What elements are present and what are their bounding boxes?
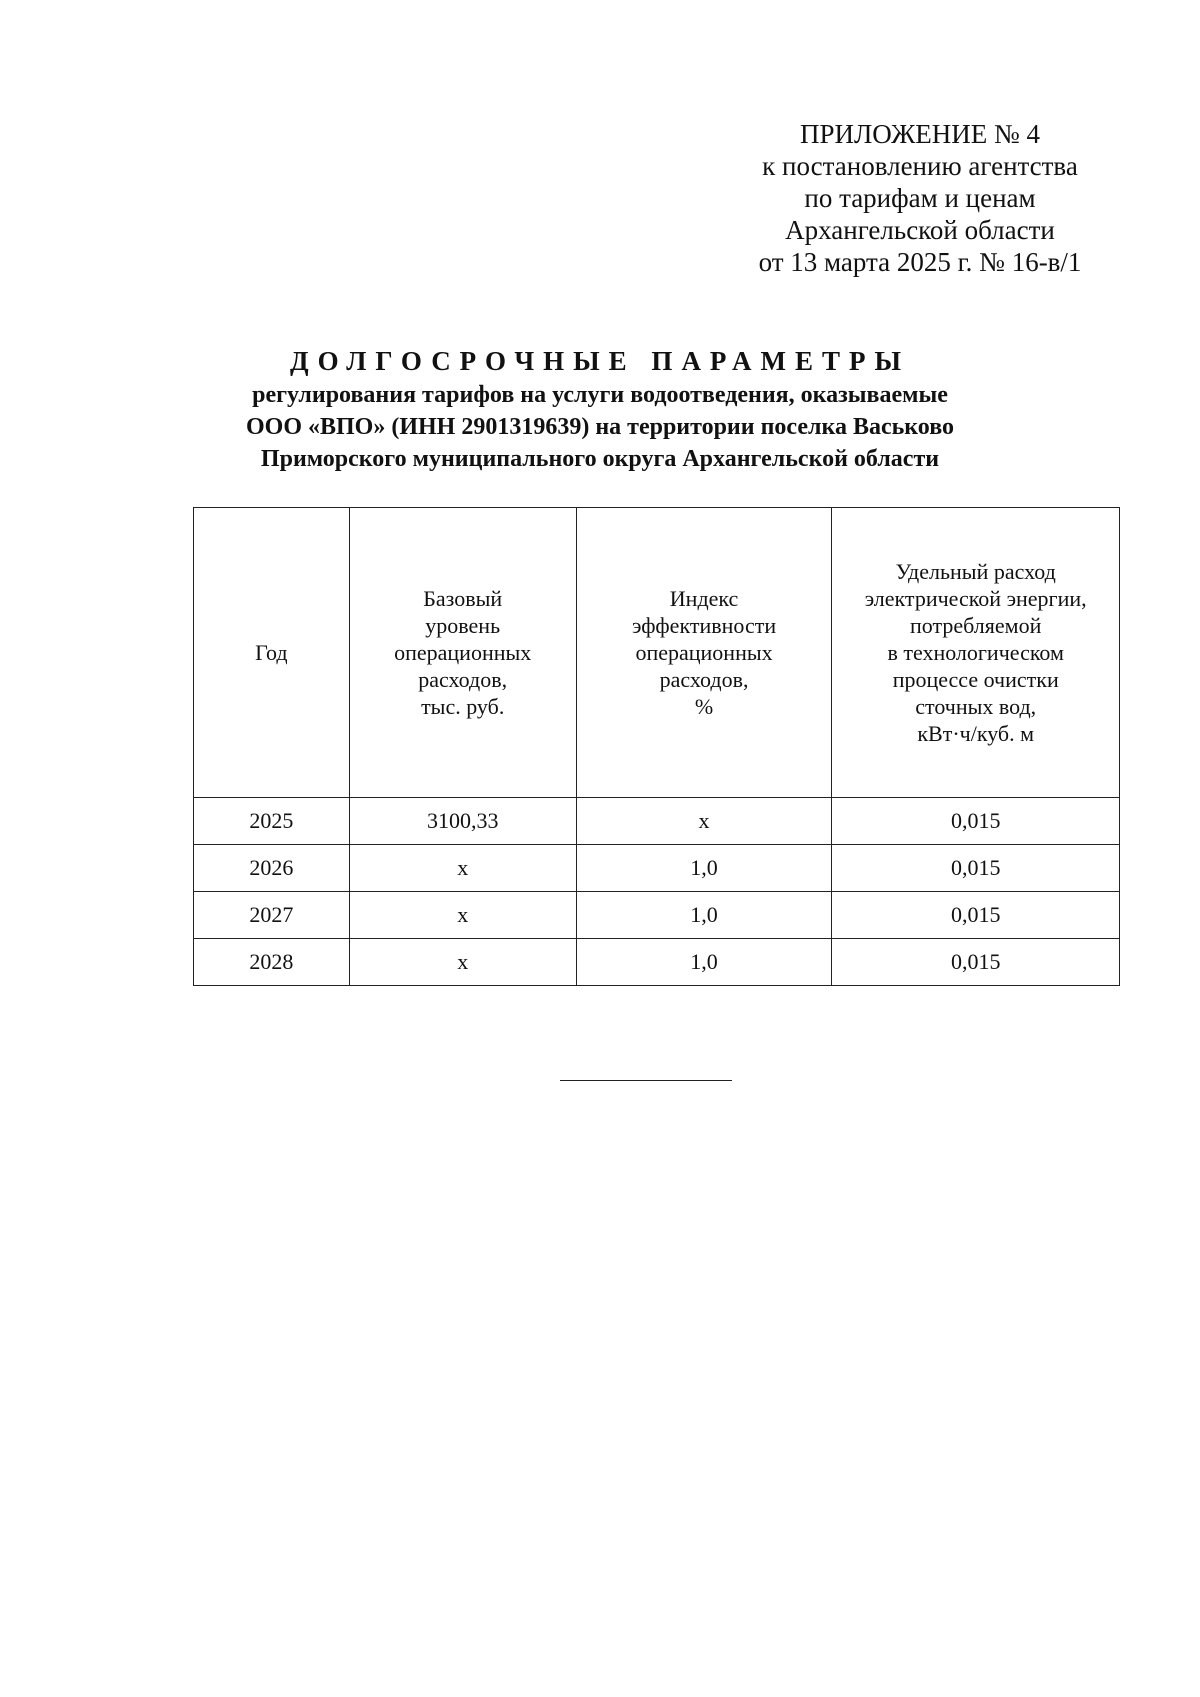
header-line: уровень	[425, 613, 501, 638]
parameters-table	[193, 507, 1120, 986]
cell-efficiency-index: 1,0	[576, 939, 832, 986]
header-line: эффективности	[631, 613, 777, 638]
title-line: регулирования тарифов на услуги водоотведения, оказываемые	[252, 382, 948, 408]
header-line: %	[694, 694, 714, 719]
header-base-level	[349, 508, 576, 798]
title-heading: ДОЛГОСРОЧНЫЕ ПАРАМЕТРЫ	[290, 346, 910, 376]
appendix-line: Архангельской области	[785, 215, 1055, 245]
header-year	[194, 508, 350, 798]
header-line: сточных вод,	[915, 694, 1037, 719]
header-line: кВт·ч/куб. м	[917, 721, 1035, 746]
cell-efficiency-index: x	[576, 798, 832, 845]
appendix-line: по тарифам и ценам	[804, 183, 1036, 213]
cell-base-level: x	[349, 939, 576, 986]
appendix-number: ПРИЛОЖЕНИЕ № 4	[799, 119, 1041, 149]
cell-efficiency-index: 1,0	[576, 845, 832, 892]
cell-year: 2027	[194, 892, 350, 939]
cell-energy: 0,015	[832, 798, 1120, 845]
table-row	[194, 892, 1120, 939]
cell-base-level: x	[349, 892, 576, 939]
header-line: Индекс	[669, 586, 739, 611]
header-line: электрической энергии,	[864, 586, 1087, 611]
title-line: ООО «ВПО» (ИНН 2901319639) на территории поселка Васьково	[245, 414, 955, 440]
cell-year: 2028	[194, 939, 350, 986]
cell-energy: 0,015	[832, 845, 1120, 892]
table-row	[194, 939, 1120, 986]
appendix-line: к постановлению агентства	[762, 151, 1078, 181]
header-efficiency-index	[576, 508, 832, 798]
header-line: расходов,	[659, 667, 749, 692]
cell-base-level: 3100,33	[349, 798, 576, 845]
cell-energy: 0,015	[832, 892, 1120, 939]
cell-year: 2025	[194, 798, 350, 845]
header-line: в технологическом	[887, 640, 1064, 665]
cell-base-level: x	[349, 845, 576, 892]
header-line: операционных	[394, 640, 532, 665]
appendix-block	[700, 118, 1140, 278]
header-line: Удельный расход	[895, 559, 1056, 584]
cell-energy: 0,015	[832, 939, 1120, 986]
header-line: потребляемой	[910, 613, 1042, 638]
table-header-row	[194, 508, 1120, 798]
document-title	[150, 343, 1050, 475]
cell-efficiency-index: 1,0	[576, 892, 832, 939]
appendix-date: от 13 марта 2025 г. № 16-в/1	[758, 247, 1082, 277]
header-line: операционных	[635, 640, 773, 665]
table-row	[194, 798, 1120, 845]
end-divider	[560, 1080, 732, 1081]
title-line: Приморского муниципального округа Архангельской области	[260, 446, 940, 472]
header-line: тыс. руб.	[421, 694, 505, 719]
header-line: процессе очистки	[892, 667, 1059, 692]
header-line: расходов,	[418, 667, 508, 692]
header-energy-consumption	[832, 508, 1120, 798]
cell-year: 2026	[194, 845, 350, 892]
header-line: Год	[255, 640, 288, 665]
header-line: Базовый	[423, 586, 503, 611]
table-row	[194, 845, 1120, 892]
